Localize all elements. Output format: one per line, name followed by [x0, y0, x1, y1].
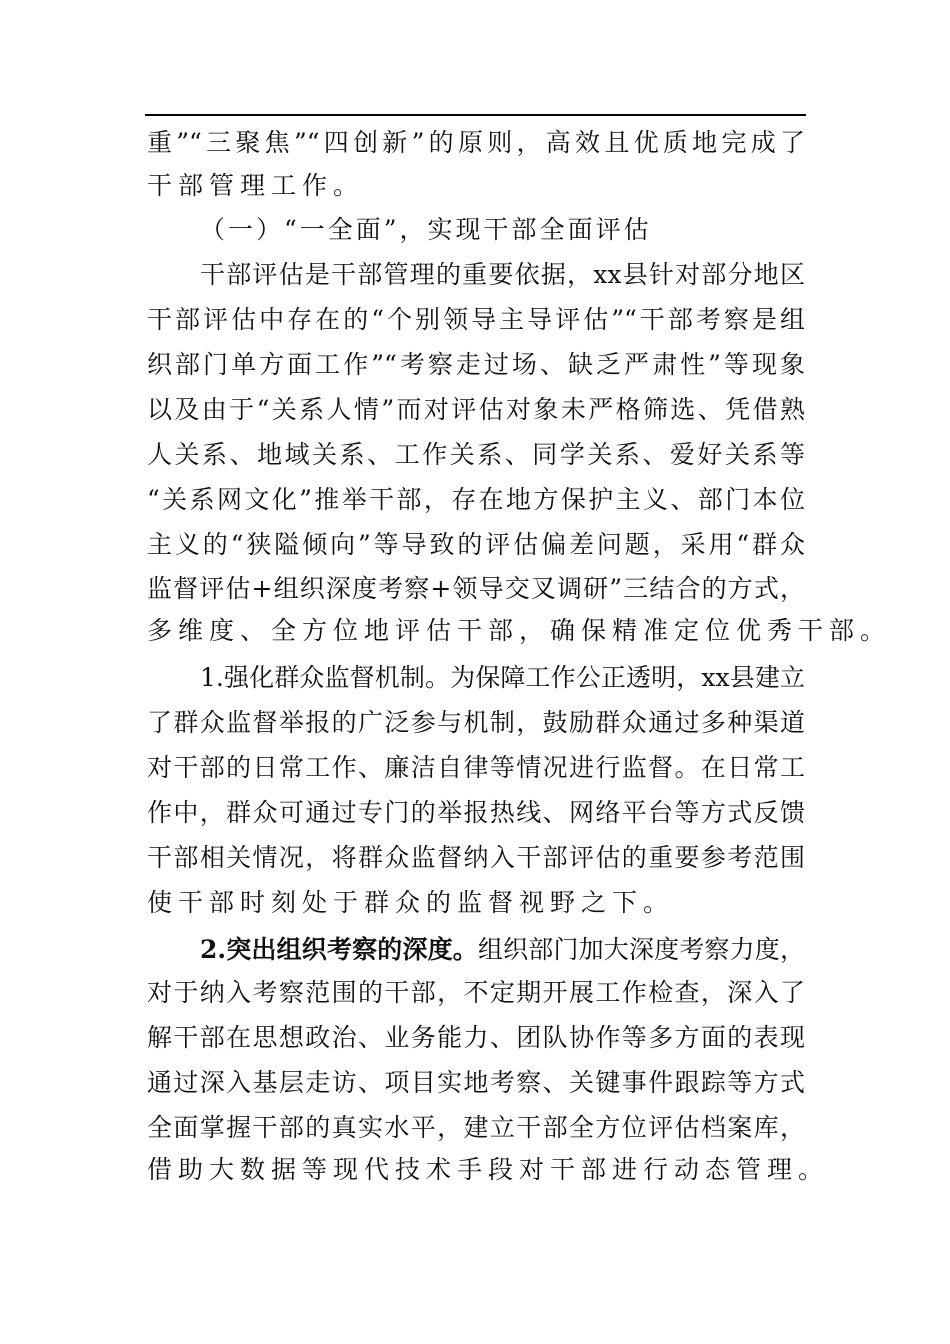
text-line: 以及由于“关系人情”而对评估对象未严格筛选、凭借熟	[147, 395, 805, 424]
text-line: 干部评估中存在的“个别领导主导评估”“干部考察是组	[147, 305, 805, 334]
text-line: 对于纳入考察范围的干部，不定期开展工作检查，深入了	[147, 978, 805, 1007]
text-line: 干部相关情况，将群众监督纳入干部评估的重要参考范围	[147, 843, 805, 872]
text-line: 干部评估是干部管理的重要依据，xx县针对部分地区	[200, 260, 805, 289]
text-line: “关系网文化”推举干部，存在地方保护主义、部门本位	[147, 485, 805, 514]
text-line: 全面掌握干部的真实水平，建立干部全方位评估档案库，	[147, 1113, 805, 1142]
text-line: 重”“三聚焦”“四创新”的原则，高效且优质地完成了	[147, 128, 805, 157]
text-line: 使干部时刻处于群众的监督视野之下。	[147, 888, 675, 917]
text-line	[200, 928, 805, 972]
section-heading: （一）“一全面”，实现干部全面评估	[200, 215, 652, 244]
text-span: 组织部门加大深度考察力度，	[477, 935, 805, 964]
text-line: 干部管理工作。	[147, 171, 365, 200]
text-line: 织部门单方面工作”“考察走过场、缺乏严肃性”等现象	[147, 350, 805, 379]
text-line: 了群众监督举报的广泛参与机制，鼓励群众通过多种渠道	[147, 708, 805, 737]
text-line: 监督评估+组织深度考察+领导交叉调研”三结合的方式，	[147, 574, 805, 603]
text-line: 多维度、全方位地评估干部，确保精准定位优秀干部。	[147, 616, 892, 645]
text-line: 解干部在思想政治、业务能力、团队协作等多方面的表现	[147, 1023, 805, 1052]
text-line: 对干部的日常工作、廉洁自律等情况进行监督。在日常工	[147, 753, 805, 782]
text-line: 借助大数据等现代技术手段对干部进行动态管理。	[147, 1155, 830, 1184]
text-line: 1.强化群众监督机制。为保障工作公正透明，xx县建立	[200, 663, 805, 692]
header-rule	[145, 114, 806, 116]
bold-lead: 2.突出组织考察的深度。	[200, 935, 478, 964]
text-line: 作中，群众可通过专门的举报热线、网络平台等方式反馈	[147, 798, 805, 827]
text-line: 通过深入基层走访、项目实地考察、关键事件跟踪等方式	[147, 1068, 805, 1097]
text-line: 人关系、地域关系、工作关系、同学关系、爱好关系等	[147, 440, 805, 469]
text-line: 主义的“狭隘倾向”等导致的评估偏差问题，采用“群众	[147, 530, 805, 559]
